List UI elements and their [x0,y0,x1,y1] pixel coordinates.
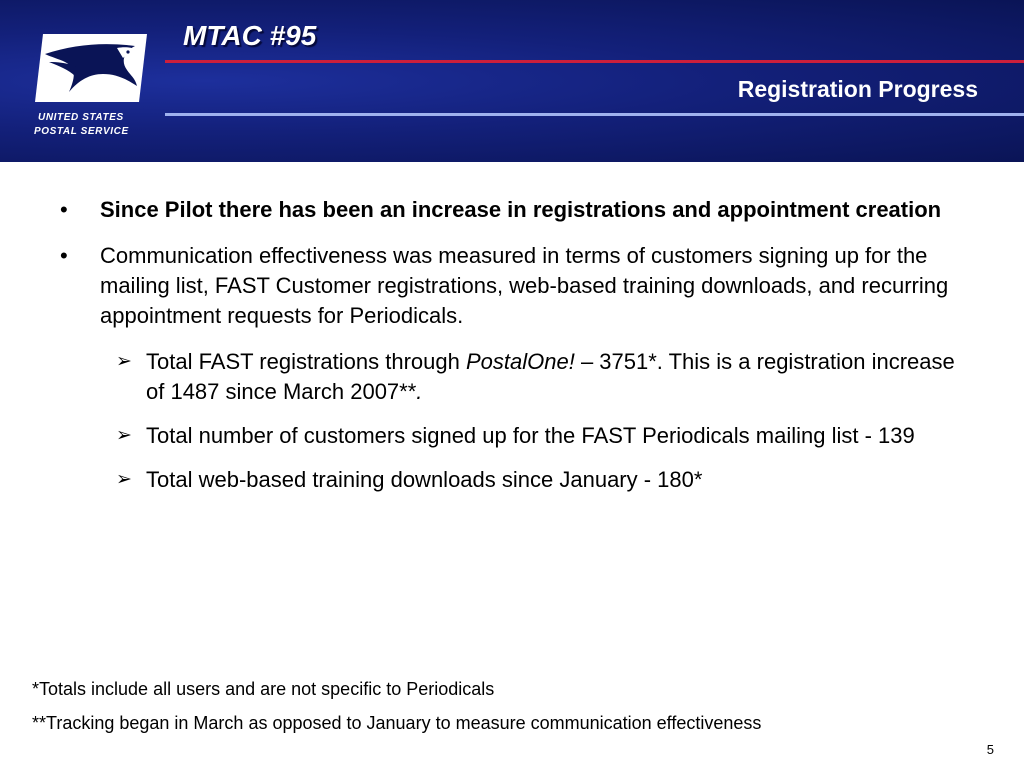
page-number: 5 [986,742,994,757]
sub-bullet-text: Total web-based training downloads since January - 180* [146,467,703,492]
arrow-bullet-icon: ➢ [116,351,132,372]
arrow-bullet-icon: ➢ [116,425,132,446]
sub-bullet-item [58,465,958,495]
postalone-italic: PostalOne! [465,349,575,374]
eagle-icon [35,32,147,104]
header-banner [0,0,1024,162]
slide-content [58,195,958,509]
arrow-bullet-icon: ➢ [116,469,132,490]
logo-text-line1: UNITED STATES [38,112,124,123]
bullet-item [58,195,960,225]
light-divider [165,113,1024,116]
logo-text-line2: POSTAL SERVICE [34,126,129,137]
bullet-text: Communication effectiveness was measured in terms of customers signing up for the mailing list, FAST Customer registrations, web-based training downloads, and recurring appointment requests for Periodicals. [100,243,949,328]
presentation-title: MTAC #95 [183,20,317,51]
red-divider [165,60,1024,63]
footnote-tracking: **Tracking began in March as opposed to January to measure communication effectiveness [32,713,762,733]
bullet-marker: • [60,197,68,222]
bullet-marker: • [60,243,68,268]
sub-bullet-text-end: – 3751*. This is a registration increase of 1487 since March 2007** [146,349,955,404]
sub-bullet-item [58,421,958,451]
bullet-item [58,241,960,331]
footnote-totals: *Totals include all users and are not specific to Periodicals [32,679,495,699]
bullet-text: Since Pilot there has been an increase in registrations and appointment creation [100,197,942,222]
sub-bullet-item [58,347,958,407]
usps-logo [30,30,150,136]
sub-bullet-text-start: Total FAST registrations through [146,349,466,374]
sub-bullet-text: Total number of customers signed up for the FAST Periodicals mailing list - 139 [146,423,915,448]
sub-bullet-italic-period: . [416,379,423,404]
slide-title: Registration Progress [737,76,978,102]
